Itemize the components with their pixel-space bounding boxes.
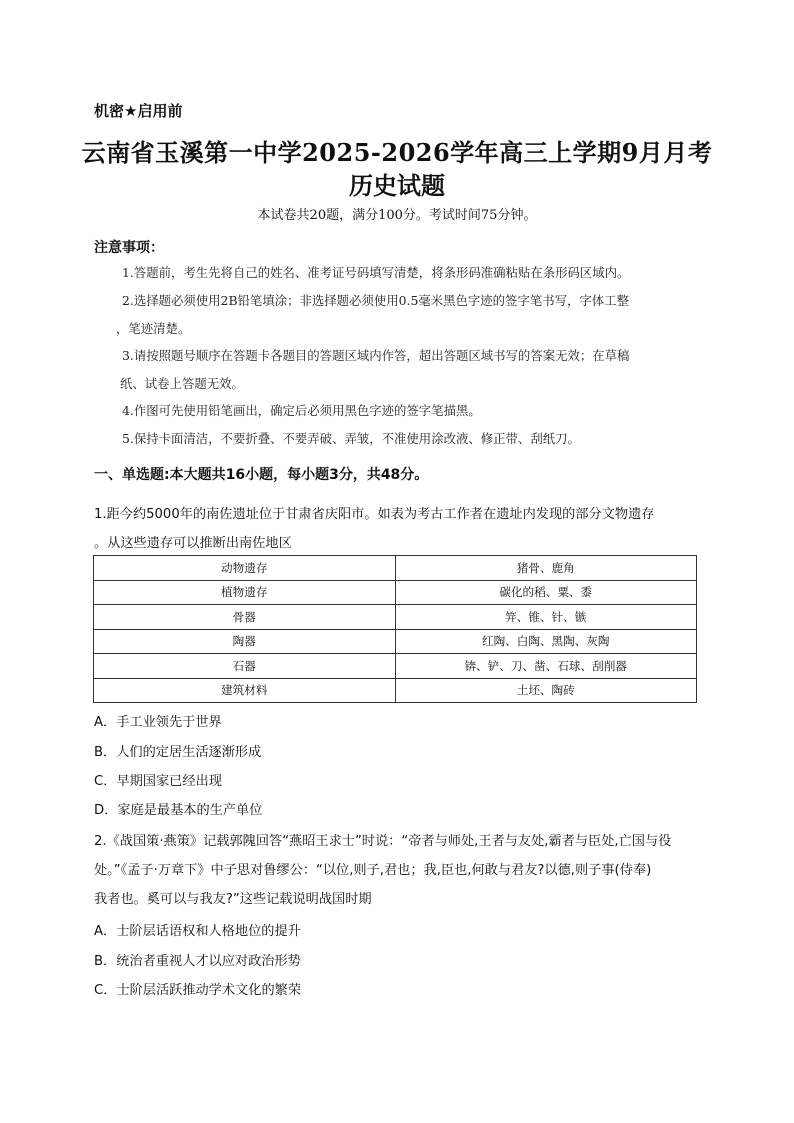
- notice-item-2-line-1: 2.选择题必须使用2B铅笔填涂；非选择题必须使用0.5毫米黑色字迹的签字笔书写，字体工整: [122, 293, 629, 308]
- table-cell-category: 石器: [94, 654, 396, 679]
- table-row: [94, 629, 697, 654]
- section-heading: 一、单选题:本大题共16小题，每小题3分，共48分。: [94, 467, 429, 483]
- question-1-option-a: A．手工业领先于世界: [94, 715, 222, 730]
- notice-item-2: [116, 287, 700, 343]
- question-2-stem-line-3: 我者也。奚可以与我友?”这些记载说明战国时期: [94, 892, 372, 907]
- question-2-stem-line-1: 2.《战国策·燕策》记载郭隗回答“燕昭王求士”时说：“帝者与师处,王者与友处,霸者与臣处,亡国与役: [94, 834, 672, 849]
- exam-subject-title: 历史试题: [349, 171, 445, 200]
- table-row: [94, 580, 697, 605]
- notice-heading: 注意事项：: [94, 240, 164, 256]
- notice-item-3-line-1: 3.请按照题号顺序在答题卡各题目的答题区域内作答，超出答题区域书写的答案无效；在草稿: [122, 348, 630, 363]
- question-1-option-d: D．家庭是最基本的生产单位: [94, 803, 263, 818]
- question-2-option-b: B．统治者重视人才以应对政治形势: [94, 954, 301, 969]
- question-1-stem: [94, 500, 704, 558]
- exam-title: 云南省玉溪第一中学2025-2026学年高三上学期9月月考: [81, 138, 713, 167]
- table-cell-items: 笄、锥、针、镞: [395, 605, 697, 630]
- table-cell-category: 建筑材料: [94, 678, 396, 703]
- question-2-option-a: A．士阶层话语权和人格地位的提升: [94, 924, 301, 939]
- table-cell-items: 锛、铲、刀、凿、石球、刮削器: [395, 654, 697, 679]
- notice-item-5: 5.保持卡面清洁，不要折叠、不要弄破、弄皱，不准使用涂改液、修正带、刮纸刀。: [122, 431, 580, 446]
- notice-item-3: [122, 342, 700, 398]
- table-cell-items: 猪骨、鹿角: [395, 556, 697, 581]
- confidential-label: 机密★启用前: [94, 102, 183, 120]
- exam-info: 本试卷共20题，满分100分。考试时间75分钟。: [257, 208, 537, 223]
- table-cell-category: 骨器: [94, 605, 396, 630]
- notice-item-2-line-2: ，笔迹清楚。: [116, 321, 191, 336]
- table-row: [94, 556, 697, 581]
- table-cell-category: 陶器: [94, 629, 396, 654]
- table-cell-items: 土坯、陶砖: [395, 678, 697, 703]
- table-row: [94, 605, 697, 630]
- table-cell-items: 碳化的稻、粟、黍: [395, 580, 697, 605]
- question-2-stem-line-2: 处。”《孟子·万章下》中子思对鲁缪公：“以位,则子,君也；我,臣也,何敢与君友?以德,则子事(侍奉): [94, 863, 652, 878]
- question-1-stem-line-2: 。从这些遗存可以推断出南佐地区: [94, 536, 292, 551]
- notice-item-1: 1.答题前，考生先将自己的姓名、准考证号码填写清楚，将条形码准确粘贴在条形码区域内。: [122, 265, 630, 280]
- table-row: [94, 678, 697, 703]
- table-cell-category: 动物遗存: [94, 556, 396, 581]
- table-cell-category: 植物遗存: [94, 580, 396, 605]
- notice-item-3-line-2: 纸、试卷上答题无效。: [120, 376, 244, 391]
- question-2-option-c: C．士阶层活跃推动学术文化的繁荣: [94, 983, 302, 998]
- artifact-table: [93, 555, 697, 703]
- question-2-stem: [94, 827, 704, 914]
- question-1-stem-line-1: 1.距今约5000年的南佐遗址位于甘肃省庆阳市。如表为考古工作者在遗址内发现的部分文物遗存: [94, 507, 655, 522]
- question-1-option-b: B．人们的定居生活逐渐形成: [94, 745, 262, 760]
- notice-item-4: 4.作图可先使用铅笔画出，确定后必须用黑色字迹的签字笔描黑。: [122, 403, 481, 418]
- question-1-option-c: C．早期国家已经出现: [94, 774, 222, 789]
- table-row: [94, 654, 697, 679]
- table-cell-items: 红陶、白陶、黑陶、灰陶: [395, 629, 697, 654]
